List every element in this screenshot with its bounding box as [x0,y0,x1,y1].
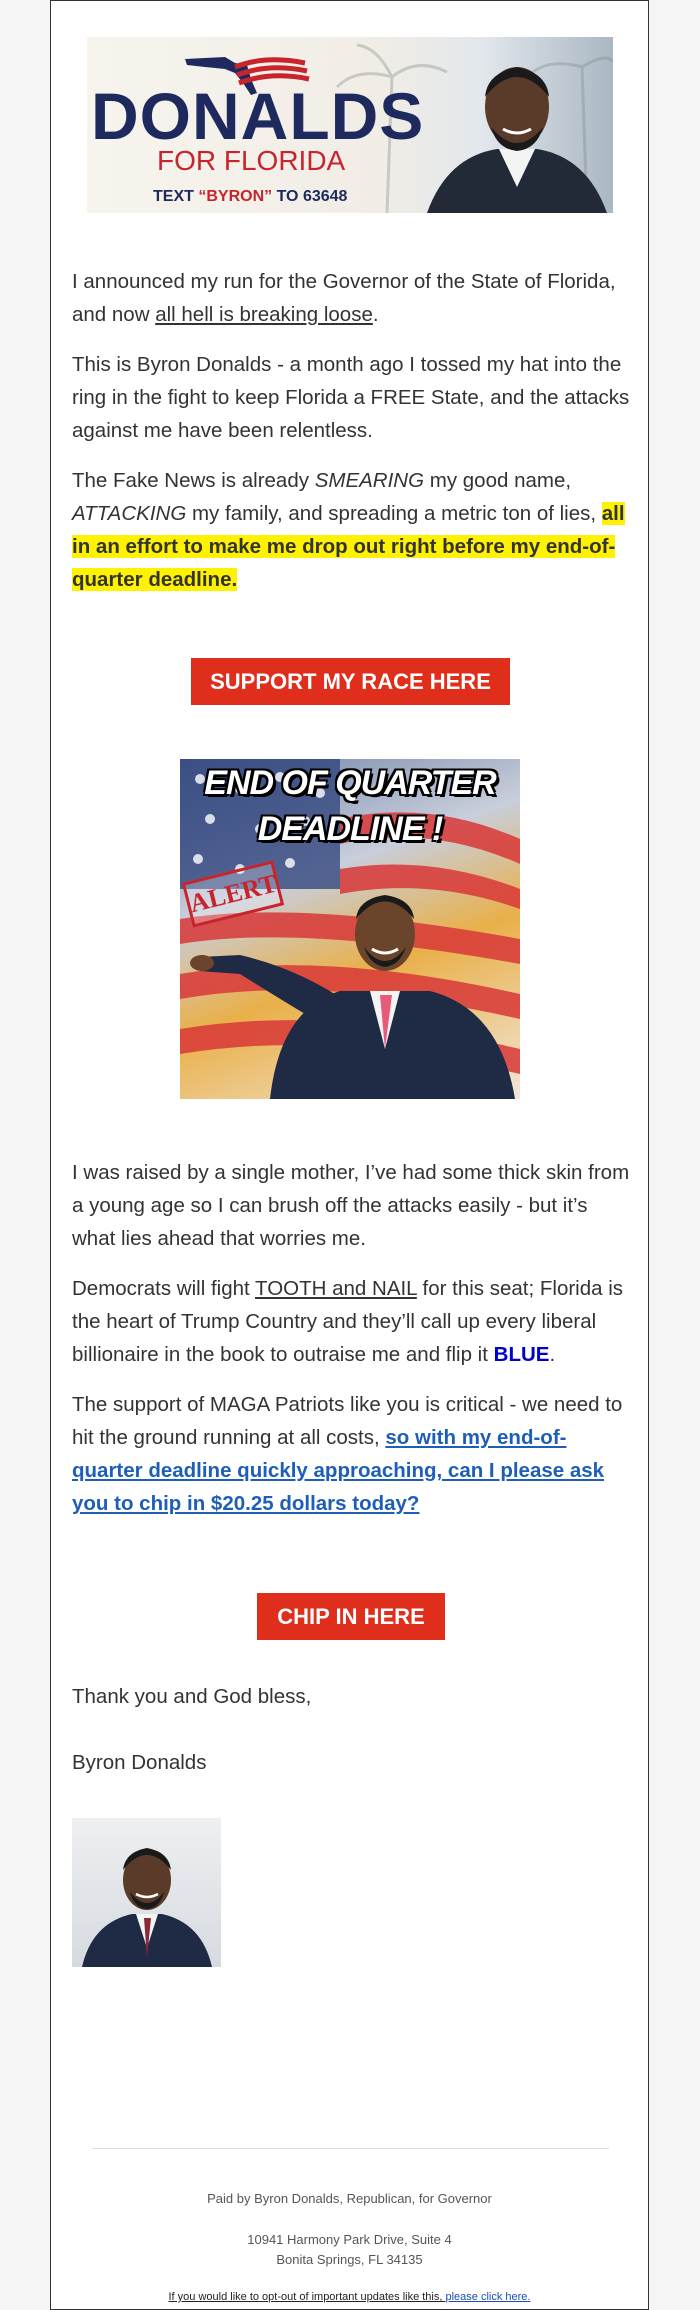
optout-link[interactable]: please click here. [445,2291,531,2303]
intro-p1-text: I announced my run for the Governor of the State of Florida, and now [72,270,616,326]
chip-in-here-button[interactable]: CHIP IN HERE [257,1593,445,1640]
footer-divider [92,2148,609,2149]
banner-subtitle: FOR FLORIDA [157,145,346,176]
candidate-portrait [387,37,613,213]
intro-paragraph-2: This is Byron Donalds - a month ago I tossed my hat into the ring in the fight to keep Florida a FREE State, and the attacks against me have been relentless. [72,353,630,442]
support-my-race-button[interactable]: SUPPORT MY RACE HERE [191,658,510,705]
promo-title-line1: END OF QUARTER [204,764,496,802]
intro-paragraph-1 [72,265,632,331]
deadline-highlight: all in an effort to make me drop out right before my end-of-quarter deadline. [72,502,625,591]
intro-p3-a: The Fake News is already [72,469,315,492]
attacking-emphasis: ATTACKING [72,502,187,525]
body-section [72,1156,632,1520]
body-p5-end: . [549,1343,556,1366]
signature-headshot [72,1818,221,1967]
paid-by-disclaimer: Paid by Byron Donalds, Republican, for Governor [207,2191,492,2206]
campaign-banner[interactable] [87,37,613,213]
body-p5-b: for this seat; Florida is the heart of Trump Country and they’ll call up every liberal billionaire in the book to outraise me and flip it [72,1277,624,1366]
optout-notice [51,2291,648,2303]
end-of-quarter-promo-image[interactable] [180,759,520,1099]
banner-name: DONALDS [91,79,425,153]
intro-p1-end: . [372,303,379,326]
smearing-emphasis: SMEARING [314,469,425,492]
tooth-and-nail-link[interactable]: TOOTH and NAIL [255,1277,417,1300]
address-line-2: Bonita Springs, FL 34135 [276,2252,423,2267]
signoff-name: Byron Donalds [72,1751,207,1774]
promo-title-line2: DEADLINE ! [257,810,443,848]
alert-stamp: ALERT [182,860,284,927]
body-p5-a: Democrats will fight [72,1277,256,1300]
intro-p3-c: my family, and spreading a metric ton of lies, [186,502,602,525]
candidate-pointing-figure [180,759,520,1099]
banner-text-keyword: “BYRON” [198,188,273,205]
banner-text-cta [153,189,347,205]
email-container [50,0,649,2310]
headshot-figure [72,1818,221,1967]
banner-text-suffix: TO 63648 [272,188,348,205]
blue-word: BLUE [493,1343,550,1366]
chip-in-text-link[interactable]: so with my end-of-quarter deadline quickly approaching, can I please ask you to chip in $20.25 dollars today? [72,1426,605,1515]
intro-paragraph-3 [72,464,632,596]
banner-text-prefix: TEXT [153,188,199,205]
intro-p3-b: my good name, [424,469,572,492]
body-paragraph-5 [72,1272,632,1371]
signoff-closing: Thank you and God bless, [72,1685,312,1708]
intro-section [72,265,632,596]
all-hell-link[interactable]: all hell is breaking loose [155,303,373,326]
body-p6-a: The support of MAGA Patriots like you is critical - we need to hit the ground running at all costs, [72,1393,623,1449]
optout-text: If you would like to opt-out of important updates like this, [168,2291,446,2303]
address-line-1: 10941 Harmony Park Drive, Suite 4 [247,2232,452,2247]
body-paragraph-6 [72,1388,632,1520]
body-paragraph-4: I was raised by a single mother, I’ve had some thick skin from a young age so I can brush off the attacks easily - but it’s what lies ahead that worries me. [72,1161,630,1250]
